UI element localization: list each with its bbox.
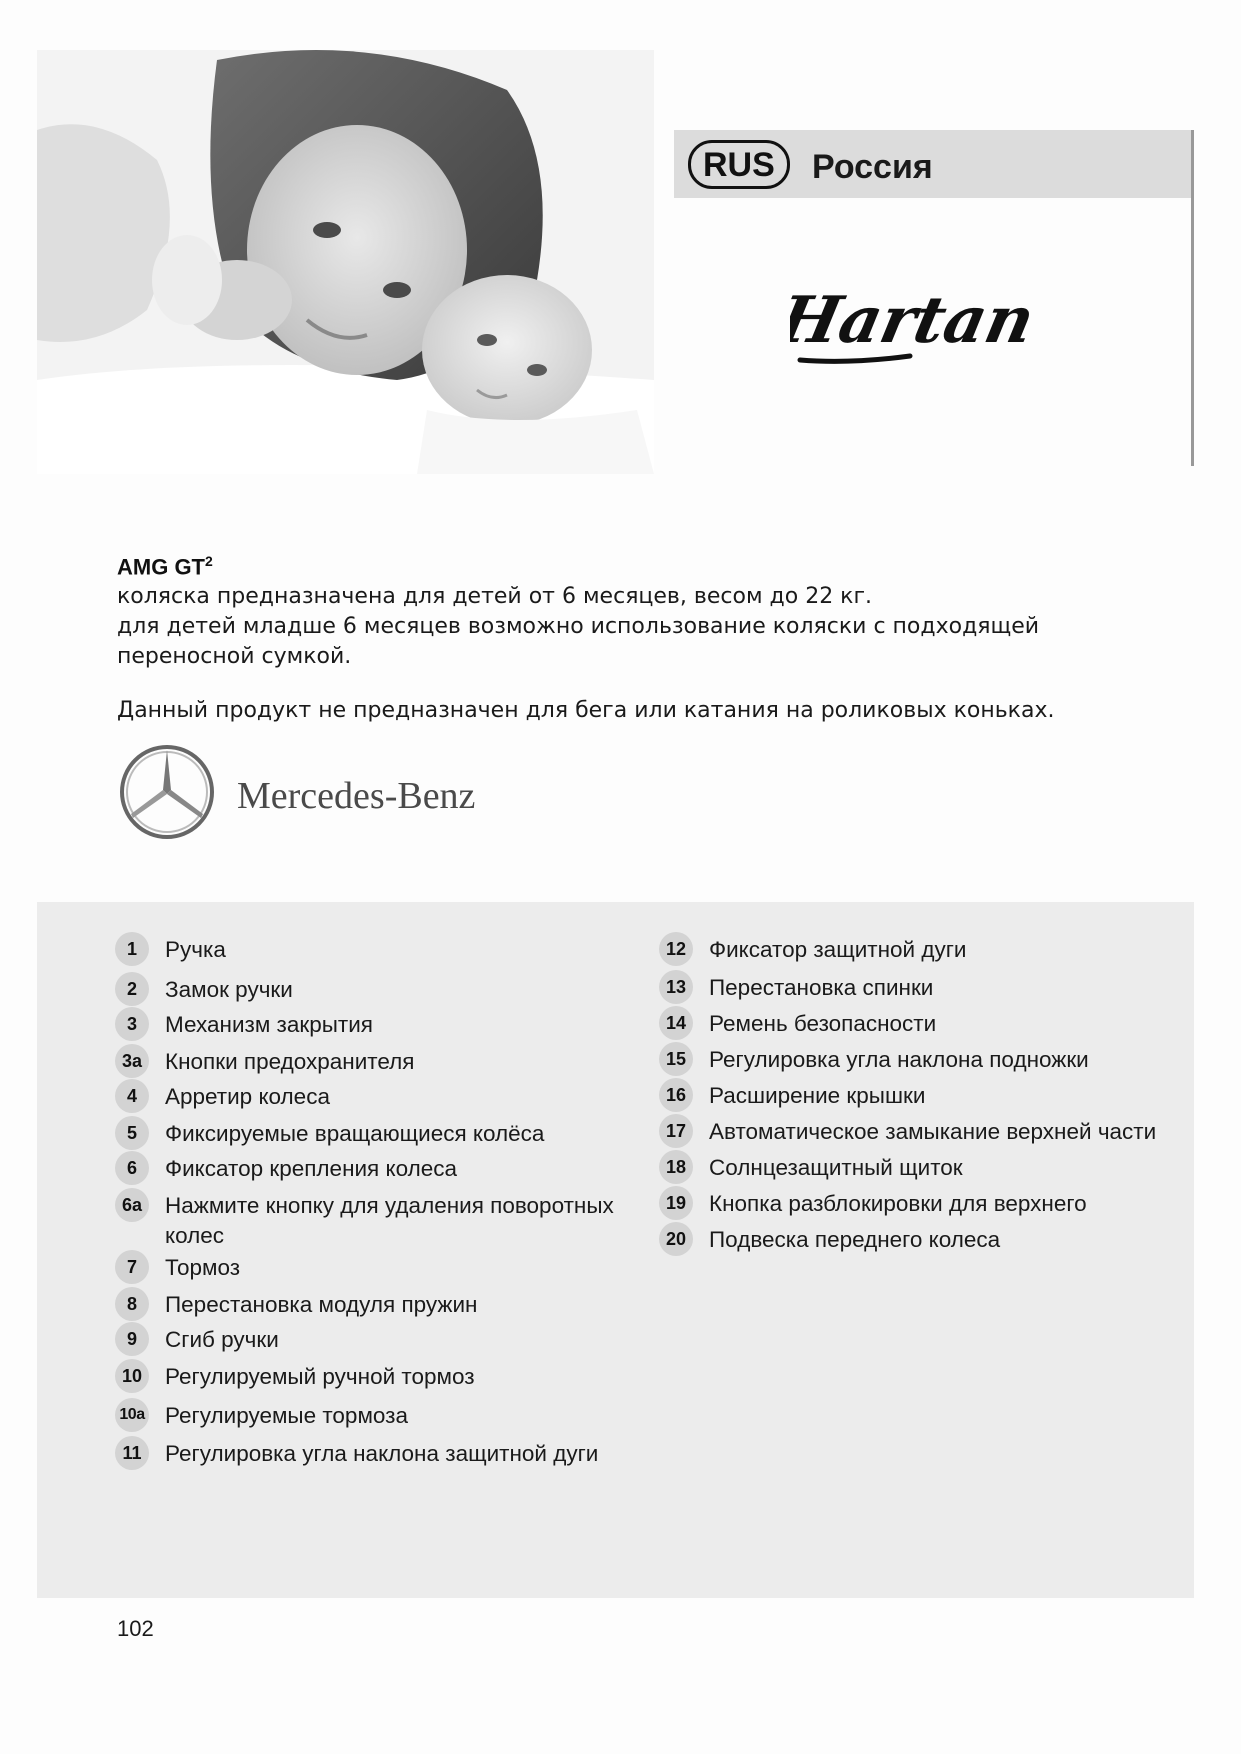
part-label: Регулировка угла наклона защитной дуги [165,1441,599,1466]
part-label: Автоматическое замыкание верхней части [709,1119,1157,1144]
part-number-badge: 3a [115,1044,149,1078]
part-number-badge: 12 [659,932,693,966]
part-label: Перестановка модуля пружин [165,1292,478,1317]
part-number-badge: 18 [659,1150,693,1184]
part-label: Механизм закрытия [165,1012,373,1037]
part-number-badge: 7 [115,1250,149,1284]
part-number-badge: 20 [659,1222,693,1256]
part-label: Регулировка угла наклона подножки [709,1047,1089,1072]
lang-code-badge: RUS [688,140,790,189]
part-number-badge: 17 [659,1114,693,1148]
language-bar [674,130,1193,198]
model-superscript: 2 [205,553,213,569]
part-number-badge: 4 [115,1079,149,1113]
part-label: Регулируемые тормоза [165,1403,409,1428]
intro-block [117,546,1117,726]
part-label: Фиксатор крепления колеса [165,1156,458,1181]
part-label: Фиксатор защитной дуги [709,937,967,962]
part-number-badge: 6a [115,1188,149,1222]
part-label: Перестановка спинки [709,975,934,1000]
svg-text:Hartan: Hartan [790,282,1040,358]
intro-line-age: коляска предназначена для детей от 6 месяцев, весом до 22 кг. [117,584,873,610]
model-name: AMG GT [117,554,205,580]
part-label: Нажмите кнопку для удаления поворотных колес [165,1193,614,1248]
part-number-badge: 15 [659,1042,693,1076]
part-label: Тормоз [165,1255,241,1280]
model-title [117,546,1117,582]
part-label: Расширение крышки [709,1083,926,1108]
part-number-badge: 2 [115,972,149,1006]
part-label: Ручка [165,937,226,962]
part-label: Подвеска переднего колеса [709,1227,1001,1252]
part-number-badge: 5 [115,1116,149,1150]
part-label: Кнопки предохранителя [165,1049,415,1074]
intro-line-carrycot: для детей младше 6 месяцев возможно использование коляски с подходящей переносной сумкой. [117,614,1040,670]
part-label: Фиксируемые вращающиеся колёса [165,1121,545,1146]
part-number-badge: 10 [115,1359,149,1393]
part-label: Сгиб ручки [165,1327,279,1352]
mercedes-star-icon [117,742,217,842]
part-number-badge: 9 [115,1322,149,1356]
part-label: Кнопка разблокировки для верхнего [709,1191,1087,1216]
intro-line-warning: Данный продукт не предназначен для бега или катания на роликовых коньках. [117,698,1055,724]
parts-list-panel [37,902,1194,1598]
lang-name: Россия [812,148,933,186]
part-label: Солнцезащитный щиток [709,1155,963,1180]
part-label: Арретир колеса [165,1084,330,1109]
part-label: Замок ручки [165,977,293,1002]
part-number-badge: 10a [115,1398,149,1432]
decorative-edge-line [1191,130,1194,466]
part-number-badge: 3 [115,1007,149,1041]
part-number-badge: 8 [115,1287,149,1321]
page-number: 102 [117,1616,154,1641]
part-number-badge: 19 [659,1186,693,1220]
part-label: Регулируемый ручной тормоз [165,1364,475,1389]
part-number-badge: 14 [659,1006,693,1040]
part-number-badge: 16 [659,1078,693,1112]
part-number-badge: 6 [115,1151,149,1185]
part-label: Ремень безопасности [709,1011,937,1036]
mother-baby-photo [37,50,654,474]
mercedes-benz-wordmark: Mercedes-Benz [237,775,476,817]
hartan-logo [790,272,1040,377]
mercedes-benz-logo [117,742,507,842]
part-number-badge: 13 [659,970,693,1004]
part-number-badge: 11 [115,1436,149,1470]
part-number-badge: 1 [115,932,149,966]
photo-illustration [37,50,654,474]
